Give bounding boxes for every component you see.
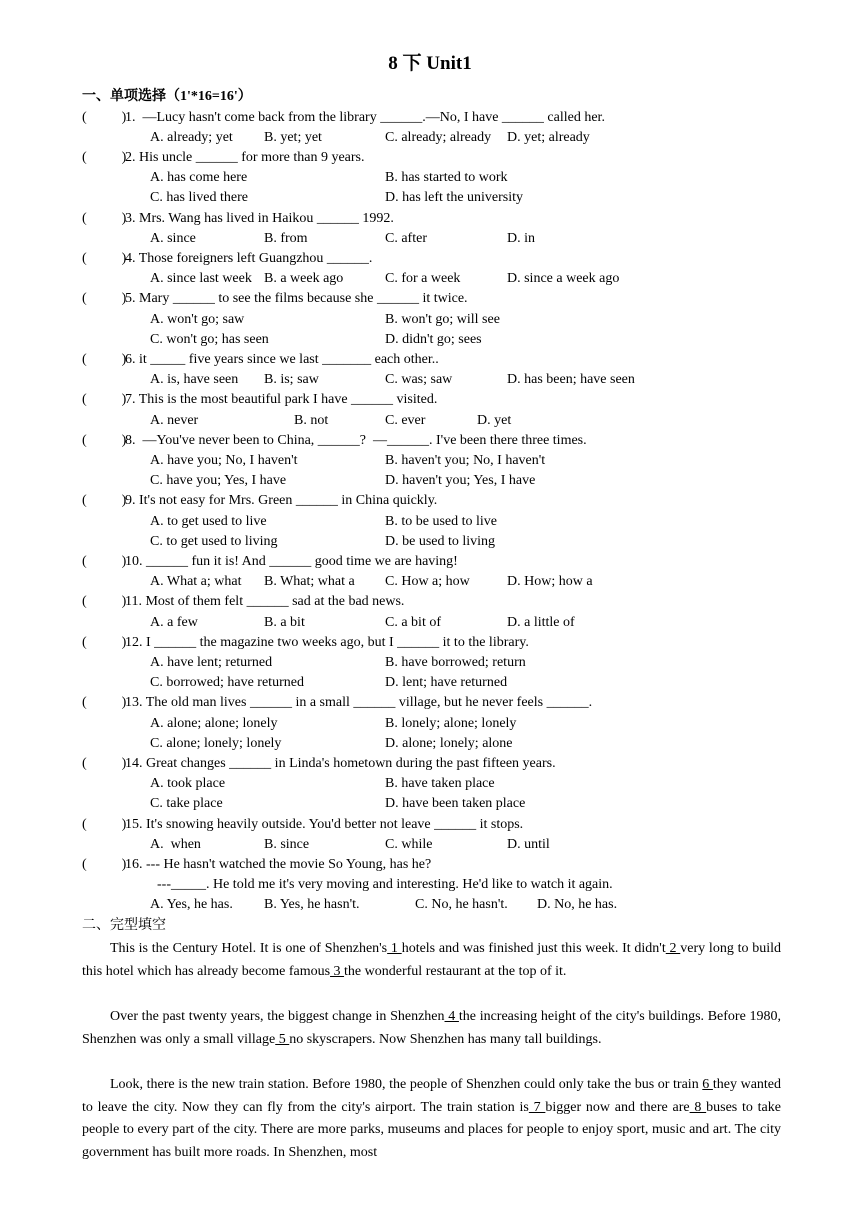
answer-option: A. since last week	[150, 271, 252, 287]
answer-parenthesis: ( )	[82, 210, 127, 226]
section2-heading: 二、完型填空	[82, 918, 166, 933]
answer-option: D. yet	[477, 412, 512, 428]
answer-option: D. No, he has.	[537, 897, 618, 913]
cloze-text: buses to take people to every part of the city. There are more parks, museums and places for people to enjoy sport, music and art. The city government has built more roads. In Shenzhen, most	[82, 1099, 781, 1161]
question-stem: 16. --- He hasn't watched the movie So Young, has he?	[125, 856, 432, 872]
answer-option: A. when	[150, 836, 201, 852]
cloze-text: very long to build this hotel which has already become famous	[82, 941, 782, 979]
answer-option: C. No, he hasn't.	[415, 897, 508, 913]
cloze-text: Over the past twenty years, the biggest change in Shenzhen	[110, 1009, 445, 1024]
answer-option: C. to get used to living	[150, 533, 278, 549]
answer-option: B. won't go; will see	[385, 311, 500, 327]
question-stem: 1. —Lucy hasn't come back from the library ______.—No, I have ______ called her.	[125, 109, 605, 125]
answer-option: B. a week ago	[264, 271, 344, 287]
question-stem: 6. it _____ five years since we last _______ each other..	[125, 351, 439, 367]
answer-option: C. after	[385, 230, 427, 246]
question-stem: 14. Great changes ______ in Linda's hometown during the past fifteen years.	[125, 755, 556, 771]
answer-parenthesis: ( )	[82, 755, 127, 771]
cloze-paragraph-2	[82, 1006, 781, 1051]
answer-parenthesis: ( )	[82, 109, 127, 125]
answer-option: C. ever	[385, 412, 426, 428]
document-title: 8 下 Unit1	[388, 53, 472, 74]
cloze-text: they wanted to leave the city. Now they can fly from the city's airport. The train station is	[82, 1077, 782, 1115]
answer-option: A. Yes, he has.	[150, 897, 233, 913]
question-stem: 2. His uncle ______ for more than 9 years.	[125, 149, 365, 165]
answer-option: D. be used to living	[385, 533, 496, 549]
question-stem: 10. ______ fun it is! And ______ good time we are having!	[125, 553, 458, 569]
answer-option: C. was; saw	[385, 372, 453, 388]
answer-parenthesis: ( )	[82, 149, 127, 165]
answer-option: D. until	[507, 836, 550, 852]
cloze-text: no skyscrapers. Now Shenzhen has many tall buildings.	[289, 1031, 602, 1047]
answer-option: D. How; how a	[507, 574, 593, 590]
answer-option: B. not	[294, 412, 329, 428]
section1-heading: 一、单项选择（1'*16=16'）	[82, 89, 252, 104]
answer-option: B. yet; yet	[264, 129, 322, 145]
answer-option: D. in	[507, 230, 535, 246]
answer-parenthesis: ( )	[82, 553, 127, 569]
answer-option: C. while	[385, 836, 433, 852]
answer-parenthesis: ( )	[82, 432, 127, 448]
answer-option: C. alone; lonely; lonely	[150, 735, 282, 751]
answer-option: D. alone; lonely; alone	[385, 735, 513, 751]
answer-option: C. has lived there	[150, 190, 248, 206]
answer-parenthesis: ( )	[82, 392, 127, 408]
answer-option: A. What a; what	[150, 574, 242, 590]
answer-option: D. lent; have returned	[385, 675, 508, 691]
answer-option: B. What; what a	[264, 574, 355, 590]
question-stem: 11. Most of them felt ______ sad at the bad news.	[125, 594, 405, 610]
answer-option: B. since	[264, 836, 310, 852]
answer-option: C. already; already	[385, 129, 492, 145]
answer-option: D. yet; already	[507, 129, 590, 145]
answer-option: A. never	[150, 412, 199, 428]
answer-option: B. to be used to live	[385, 513, 497, 529]
answer-option: C. How a; how	[385, 574, 470, 590]
answer-option: B. lonely; alone; lonely	[385, 715, 517, 731]
answer-option: A. a few	[150, 614, 198, 630]
cloze-text: bigger now and there are	[545, 1099, 690, 1115]
answer-option: B. has started to work	[385, 170, 508, 186]
answer-option: B. Yes, he hasn't.	[264, 897, 360, 913]
answer-option: B. from	[264, 230, 308, 246]
answer-option: C. for a week	[385, 271, 461, 287]
cloze-blank-6: 6	[702, 1077, 713, 1092]
question-stem: 9. It's not easy for Mrs. Green ______ in China quickly.	[125, 493, 438, 509]
answer-option: A. have you; No, I haven't	[150, 452, 298, 468]
answer-option: D. since a week ago	[507, 271, 620, 287]
answer-option: A. has come here	[150, 170, 248, 186]
answer-parenthesis: ( )	[82, 856, 127, 872]
question-stem: 7. This is the most beautiful park I have ______ visited.	[125, 392, 438, 408]
answer-option: A. alone; alone; lonely	[150, 715, 278, 731]
answer-option: A. won't go; saw	[150, 311, 245, 327]
answer-option: D. a little of	[507, 614, 575, 630]
question-stem: 8. —You've never been to China, ______? —______. I've been there three times.	[125, 432, 587, 448]
answer-parenthesis: ( )	[82, 634, 127, 650]
answer-option: A. already; yet	[150, 129, 233, 145]
answer-parenthesis: ( )	[82, 594, 127, 610]
answer-option: C. a bit of	[385, 614, 441, 630]
answer-option: A. is, have seen	[150, 372, 239, 388]
cloze-text: the wonderful restaurant at the top of it.	[344, 963, 567, 979]
answer-option: C. have you; Yes, I have	[150, 473, 287, 489]
answer-option: B. a bit	[264, 614, 305, 630]
question-stem: 13. The old man lives ______ in a small ______ village, but he never feels ______.	[125, 695, 593, 711]
answer-parenthesis: ( )	[82, 695, 127, 711]
answer-option: A. since	[150, 230, 196, 246]
question-stem: 4. Those foreigners left Guangzhou ______.	[125, 250, 373, 266]
answer-option: C. take place	[150, 796, 223, 812]
answer-parenthesis: ( )	[82, 291, 127, 307]
question-stem: 5. Mary ______ to see the films because she ______ it twice.	[125, 291, 468, 307]
answer-option: D. didn't go; sees	[385, 331, 482, 347]
question-stem-continued: ---_____. He told me it's very moving and interesting. He'd like to watch it again.	[157, 877, 613, 893]
answer-option: B. have taken place	[385, 776, 495, 792]
question-stem: 12. I ______ the magazine two weeks ago, but I ______ it to the library.	[125, 634, 529, 650]
answer-option: D. have been taken place	[385, 796, 526, 812]
answer-option: D. has been; have seen	[507, 372, 635, 388]
cloze-paragraph-3	[82, 1074, 781, 1165]
answer-parenthesis: ( )	[82, 250, 127, 266]
answer-parenthesis: ( )	[82, 351, 127, 367]
cloze-paragraph-1	[82, 938, 781, 983]
cloze-blank-7: 7	[528, 1099, 546, 1115]
answer-option: A. took place	[150, 776, 226, 792]
answer-option: C. won't go; has seen	[150, 331, 269, 347]
answer-option: A. have lent; returned	[150, 654, 273, 670]
cloze-blank-4: 4	[444, 1009, 459, 1024]
cloze-blank-3: 3	[330, 963, 345, 979]
answer-option: D. haven't you; Yes, I have	[385, 473, 536, 489]
answer-option: B. haven't you; No, I haven't	[385, 452, 546, 468]
cloze-text: hotels and was finished just this week. It didn't	[401, 941, 666, 956]
answer-option: B. is; saw	[264, 372, 319, 388]
answer-option: D. has left the university	[385, 190, 524, 206]
question-stem: 15. It's snowing heavily outside. You'd better not leave ______ it stops.	[125, 816, 524, 832]
cloze-text: the increasing height of the city's buildings. Before 1980, Shenzhen was only a small village	[82, 1009, 781, 1047]
cloze-blank-1: 1	[387, 941, 402, 956]
answer-parenthesis: ( )	[82, 816, 127, 832]
answer-parenthesis: ( )	[82, 493, 127, 509]
answer-option: A. to get used to live	[150, 513, 267, 529]
question-stem: 3. Mrs. Wang has lived in Haikou ______ 1992.	[125, 210, 394, 226]
cloze-blank-5: 5	[275, 1031, 290, 1047]
cloze-text: Look, there is the new train station. Before 1980, the people of Shenzhen could only take the bus or train	[110, 1077, 703, 1092]
answer-option: C. borrowed; have returned	[150, 675, 304, 691]
answer-option: B. have borrowed; return	[385, 654, 526, 670]
cloze-blank-8: 8	[689, 1099, 707, 1115]
cloze-blank-2: 2	[665, 941, 681, 956]
cloze-text: This is the Century Hotel. It is one of Shenzhen's	[110, 941, 388, 956]
